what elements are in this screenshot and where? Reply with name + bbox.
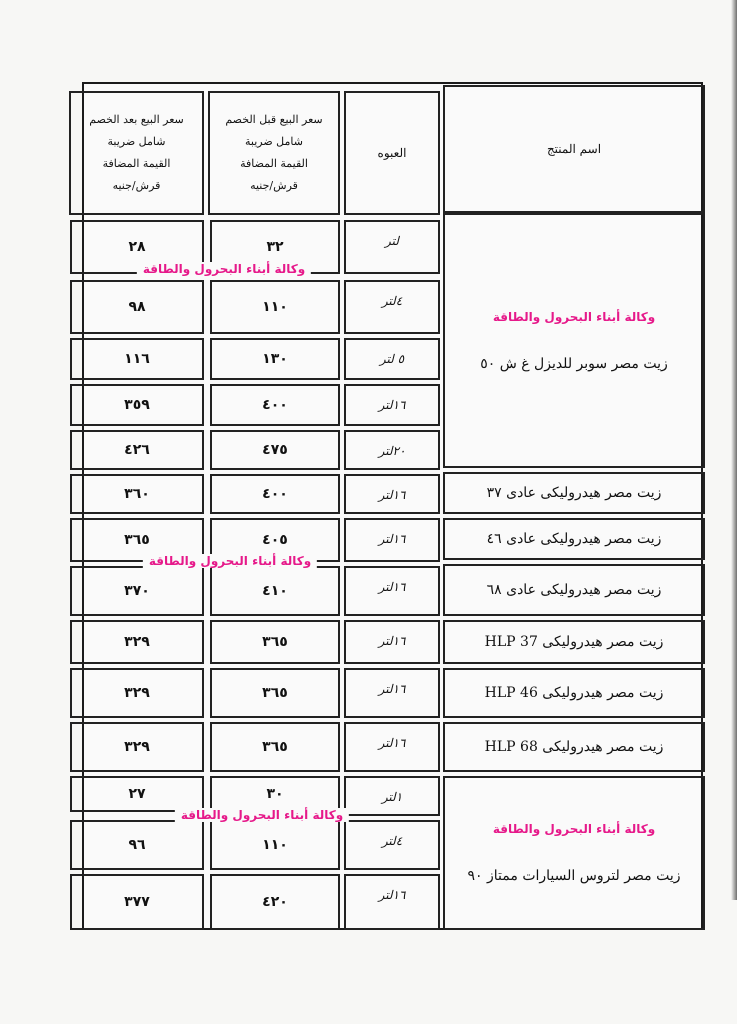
product-8 xyxy=(443,776,705,930)
row-3-package-value: ٥ لتر xyxy=(379,352,405,366)
product-4 xyxy=(443,564,705,616)
row-11-package xyxy=(344,722,440,772)
header-after-line-4: قرش/جنيه xyxy=(112,179,161,192)
row-5-before-value: ٤٧٥ xyxy=(262,442,288,458)
row-12-package xyxy=(344,776,440,816)
product-2 xyxy=(443,472,705,514)
row-5-after-value: ٤٢٦ xyxy=(124,442,150,458)
header-package xyxy=(344,91,440,215)
header-before-line-4: قرش/جنيه xyxy=(250,179,298,192)
row-8-package-value: ١٦لتر xyxy=(378,580,406,594)
row-13-package xyxy=(344,820,440,870)
row-14-before-value: ٤٢٠ xyxy=(262,894,288,910)
row-3-before-value: ١٣٠ xyxy=(262,351,288,367)
row-8-package xyxy=(344,566,440,616)
row-2-after xyxy=(70,280,204,334)
row-11-after-value: ٣٢٩ xyxy=(124,739,150,755)
header-before-line-3: القيمة المضافة xyxy=(240,157,308,170)
row-5-before xyxy=(210,430,340,470)
row-6-package-value: ١٦لتر xyxy=(378,488,406,502)
header-after-discount xyxy=(69,91,204,215)
row-14-package-value: ١٦لتر xyxy=(378,888,406,902)
product-7 xyxy=(443,722,705,772)
header-package-label: العبوه xyxy=(377,146,407,160)
row-9-after xyxy=(70,620,204,664)
product-3-label: زيت مصر هيدروليكى عادى ٤٦ xyxy=(486,531,662,547)
row-13-package-value: ٤لتر xyxy=(381,834,403,848)
row-10-after xyxy=(70,668,204,718)
product-4-label: زيت مصر هيدروليكى عادى ٦٨ xyxy=(486,582,662,598)
row-4-package xyxy=(344,384,440,426)
header-product-name xyxy=(443,85,705,213)
row-4-before xyxy=(210,384,340,426)
row-4-after-value: ٣٥٩ xyxy=(124,397,150,413)
price-table xyxy=(82,82,703,930)
product-5-label: زيت مصر هيدروليكى HLP 37 xyxy=(484,634,664,650)
row-11-before-value: ٣٦٥ xyxy=(262,739,288,755)
row-6-before-value: ٤٠٠ xyxy=(262,486,288,502)
row-7-package xyxy=(344,518,440,562)
row-9-package-value: ١٦لتر xyxy=(378,634,406,648)
row-9-before-value: ٣٦٥ xyxy=(262,634,288,650)
row-5-package xyxy=(344,430,440,470)
product-2-label: زيت مصر هيدروليكى عادى ٣٧ xyxy=(486,485,662,501)
watermark-overlay-3: وكالة أبناء البحرول والطاقة xyxy=(175,808,349,822)
row-14-before xyxy=(210,874,340,930)
row-12-after-value: ٢٧ xyxy=(128,786,146,802)
row-5-after xyxy=(70,430,204,470)
row-6-package xyxy=(344,474,440,514)
row-2-before-value: ١١٠ xyxy=(262,299,288,315)
row-6-before xyxy=(210,474,340,514)
row-13-after-value: ٩٦ xyxy=(128,837,146,853)
header-before-discount xyxy=(208,91,340,215)
product-6 xyxy=(443,668,705,718)
header-before-line-2: شامل ضريبة xyxy=(245,135,303,148)
row-8-after xyxy=(70,566,204,616)
product-5 xyxy=(443,620,705,664)
watermark-product-8: وكالة أبناء البحرول والطاقة xyxy=(492,822,656,836)
row-10-package xyxy=(344,668,440,718)
row-4-after xyxy=(70,384,204,426)
row-7-package-value: ١٦لتر xyxy=(378,532,406,546)
row-14-after-value: ٣٧٧ xyxy=(124,894,150,910)
row-2-before xyxy=(210,280,340,334)
row-10-package-value: ١٦لتر xyxy=(378,682,406,696)
header-after-line-3: القيمة المضافة xyxy=(102,157,171,170)
row-11-after xyxy=(70,722,204,772)
row-6-after-value: ٣٦٠ xyxy=(124,486,150,502)
row-1-before-value: ٣٢ xyxy=(266,239,284,255)
row-8-before-value: ٤١٠ xyxy=(262,583,288,599)
row-10-after-value: ٣٢٩ xyxy=(124,685,150,701)
row-13-before xyxy=(210,820,340,870)
row-3-after-value: ١١٦ xyxy=(124,351,150,367)
row-1-package xyxy=(344,220,440,274)
row-7-after-value: ٣٦٥ xyxy=(124,532,150,548)
page-edge-shadow xyxy=(731,0,737,900)
header-before-line-1: سعر البيع قبل الخصم xyxy=(225,113,323,126)
row-6-after xyxy=(70,474,204,514)
row-14-package xyxy=(344,874,440,930)
row-9-before xyxy=(210,620,340,664)
watermark-overlay-1: وكالة أبناء البحرول والطاقة xyxy=(137,262,311,276)
product-8-label: زيت مصر لتروس السيارات ممتاز ٩٠ xyxy=(467,868,681,884)
row-13-after xyxy=(70,820,204,870)
row-10-before xyxy=(210,668,340,718)
header-after-line-2: شامل ضريبة xyxy=(107,135,166,148)
row-4-package-value: ١٦لتر xyxy=(378,398,406,412)
row-2-package xyxy=(344,280,440,334)
product-1 xyxy=(443,213,705,468)
header-product-label: اسم المنتج xyxy=(546,142,602,156)
row-9-after-value: ٣٢٩ xyxy=(124,634,150,650)
product-3 xyxy=(443,518,705,560)
watermark-overlay-2: وكالة أبناء البحرول والطاقة xyxy=(143,554,317,568)
row-14-after xyxy=(70,874,204,930)
row-11-package-value: ١٦لتر xyxy=(378,736,406,750)
watermark-product-1: وكالة أبناء البحرول والطاقة xyxy=(492,309,656,324)
row-12-package-value: ١لتر xyxy=(381,790,403,804)
product-1-label: زيت مصر سوبر للديزل غ ش ٥٠ xyxy=(480,355,668,372)
row-3-package xyxy=(344,338,440,380)
row-1-package-value: لتر xyxy=(385,234,399,248)
row-12-before xyxy=(210,776,340,812)
row-10-before-value: ٣٦٥ xyxy=(262,685,288,701)
row-12-before-value: ٣٠ xyxy=(266,786,284,802)
row-11-before xyxy=(210,722,340,772)
row-3-before xyxy=(210,338,340,380)
row-9-package xyxy=(344,620,440,664)
row-8-after-value: ٣٧٠ xyxy=(124,583,150,599)
row-7-before-value: ٤٠٥ xyxy=(262,532,288,548)
row-2-package-value: ٤لتر xyxy=(381,294,403,308)
row-1-after-value: ٢٨ xyxy=(128,239,146,255)
row-5-package-value: ٢٠لتر xyxy=(378,444,406,458)
row-3-after xyxy=(70,338,204,380)
product-7-label: زيت مصر هيدروليكى HLP 68 xyxy=(484,739,664,755)
product-6-label: زيت مصر هيدروليكى HLP 46 xyxy=(484,685,664,701)
row-4-before-value: ٤٠٠ xyxy=(262,397,288,413)
row-12-after xyxy=(70,776,204,812)
row-13-before-value: ١١٠ xyxy=(262,837,288,853)
row-8-before xyxy=(210,566,340,616)
header-after-line-1: سعر البيع بعد الخصم xyxy=(89,113,184,126)
row-2-after-value: ٩٨ xyxy=(128,299,146,315)
